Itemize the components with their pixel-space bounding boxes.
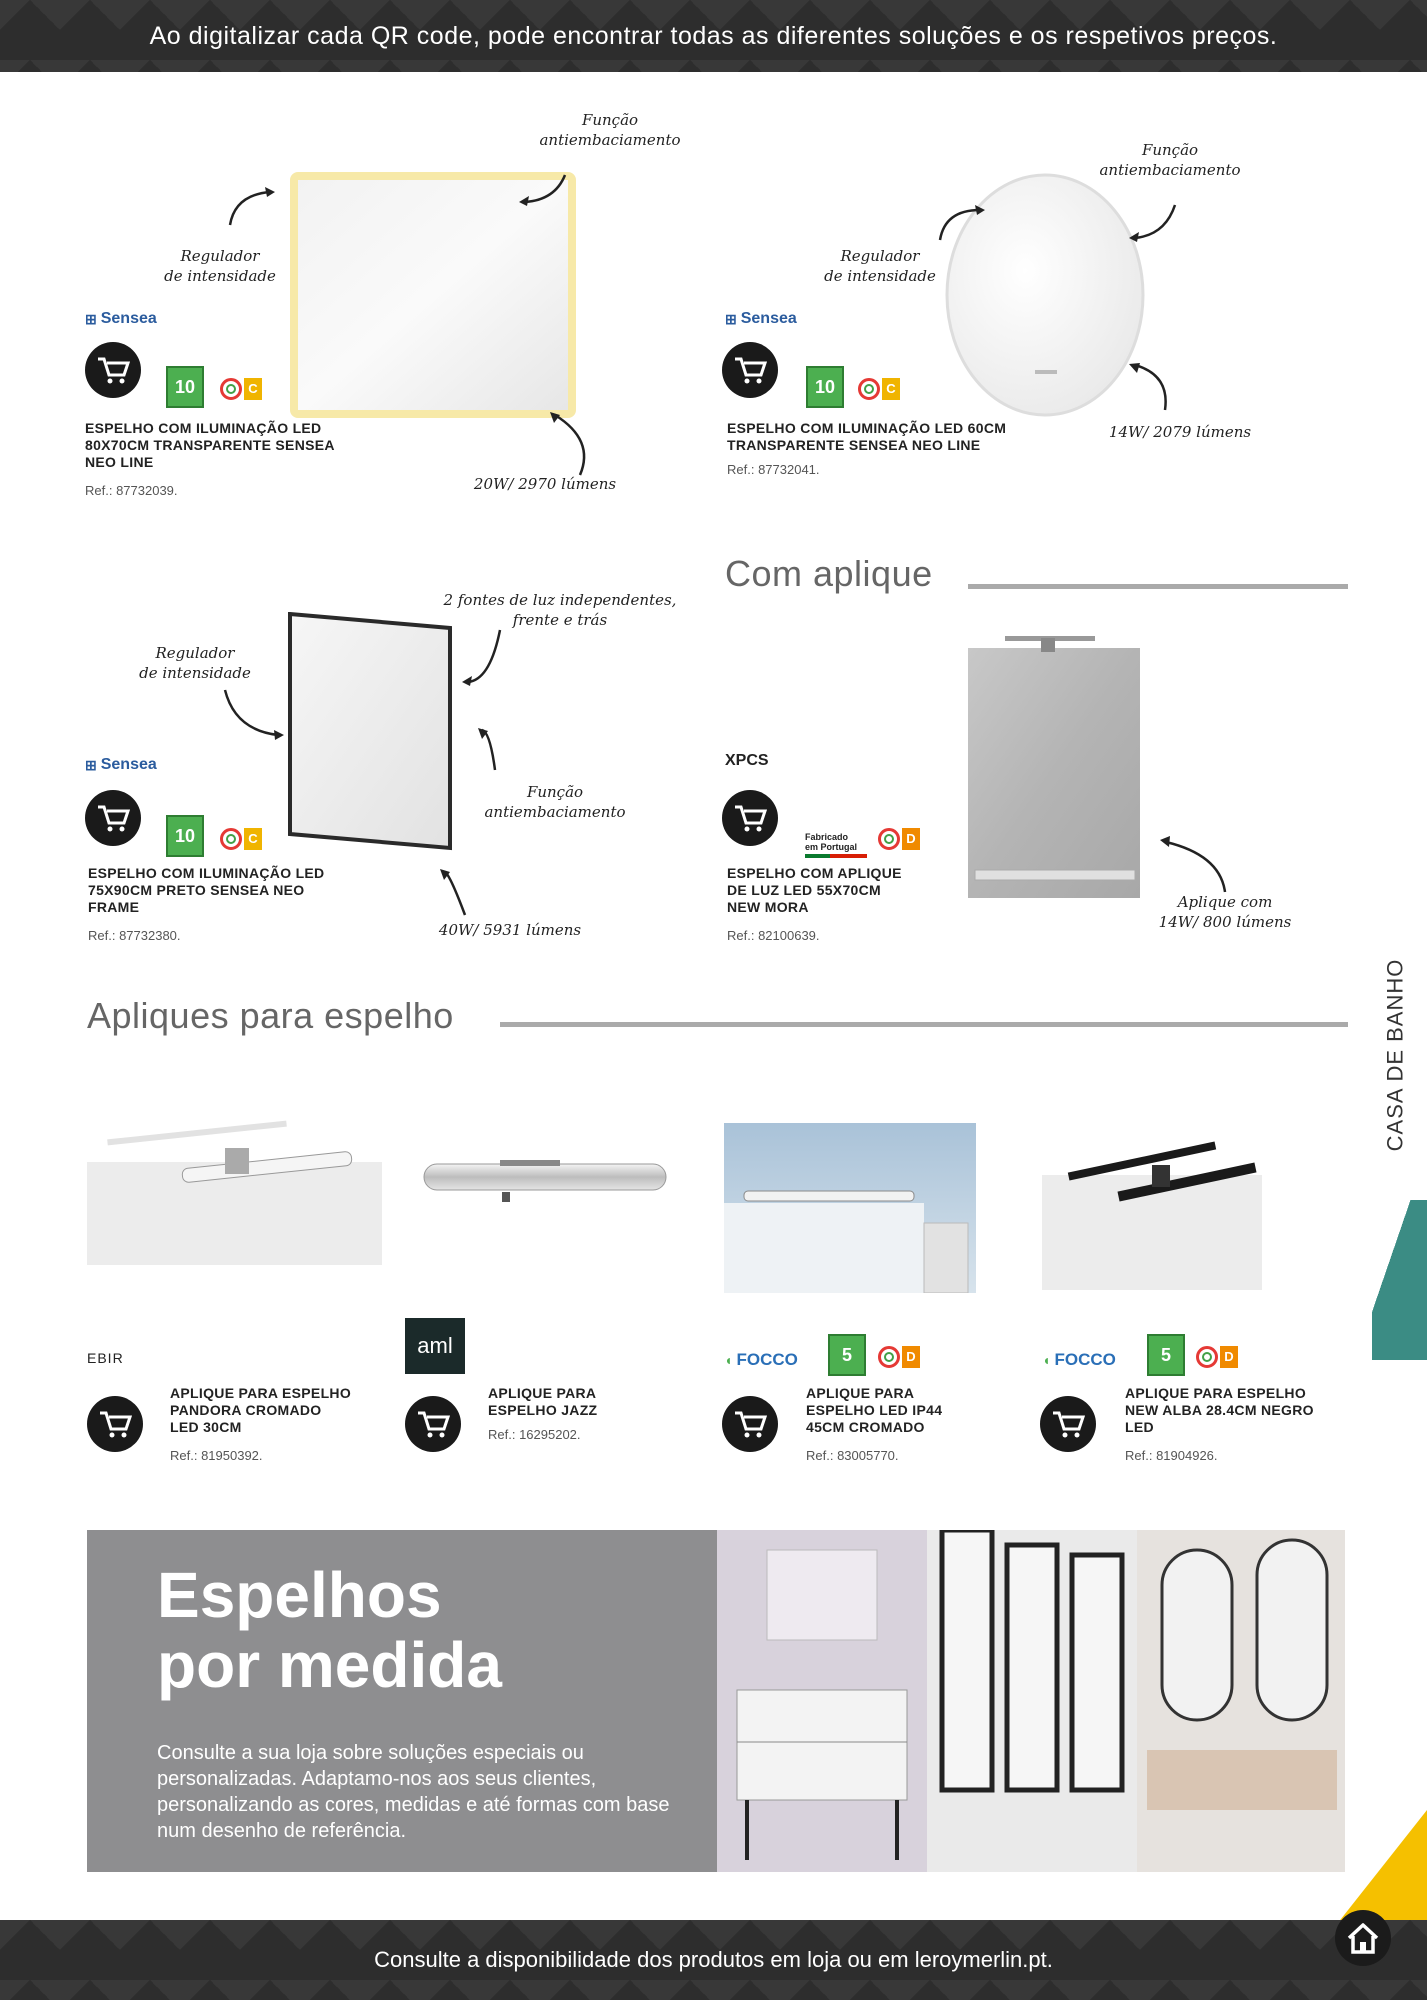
brand-logo-aml: aml xyxy=(405,1318,465,1374)
product-image-aplique-new-alba xyxy=(1042,1125,1262,1290)
product-name: ESPELHO COM ILUMINAÇÃO LED 60CM TRANSPARENTE SENSEA NEO LINE xyxy=(727,420,1007,453)
energy-ring-icon xyxy=(220,378,242,400)
portugal-flag-icon xyxy=(805,854,867,858)
banner-text-panel xyxy=(87,1530,717,1872)
add-to-cart-button[interactable] xyxy=(722,790,778,846)
product-image-mirror-with-wall-light xyxy=(965,630,1145,900)
brand-logo-focco: ◖ FOCCO xyxy=(1042,1350,1116,1369)
cart-icon xyxy=(733,803,767,833)
energy-ring-icon xyxy=(1196,1346,1218,1368)
section-divider xyxy=(500,1022,1348,1027)
feature-note-dimmer: Regulador de intensidade xyxy=(164,247,276,285)
cart-icon xyxy=(416,1409,450,1439)
add-to-cart-button[interactable] xyxy=(85,342,141,398)
energy-label: C xyxy=(220,378,262,400)
feature-note-antifog: Função antiembaciamento xyxy=(484,783,626,821)
brand-logo-sensea: ⊞ Sensea xyxy=(725,310,797,327)
product-name: ESPELHO COM ILUMINAÇÃO LED 80X70CM TRANSPARENTE SENSEA NEO LINE xyxy=(85,420,335,470)
feature-note-power: 20W/ 2970 lúmens xyxy=(473,475,617,493)
brand-logo-ebir: EBIR xyxy=(87,1350,124,1366)
energy-label: D xyxy=(878,1346,920,1368)
product-ref: Ref.: 81950392. xyxy=(170,1448,263,1463)
product-ref: Ref.: 83005770. xyxy=(806,1448,899,1463)
energy-label: C xyxy=(220,828,262,850)
feature-note-dimmer: Regulador de intensidade xyxy=(824,247,936,285)
warranty-badge: 5 xyxy=(1147,1334,1185,1376)
product-ref: Ref.: 87732039. xyxy=(85,483,178,498)
add-to-cart-button[interactable] xyxy=(722,1396,778,1452)
brand-logo-focco: ◖ FOCCO xyxy=(724,1350,798,1369)
energy-ring-icon xyxy=(878,1346,900,1368)
product-name: ESPELHO COM ILUMINAÇÃO LED 75X90CM PRETO SENSEA NEO FRAME xyxy=(88,865,325,915)
energy-ring-icon xyxy=(878,828,900,850)
energy-ring-icon xyxy=(858,378,880,400)
product-ref: Ref.: 87732380. xyxy=(88,928,181,943)
section-heading-com-aplique: Com aplique xyxy=(725,553,933,594)
energy-ring-icon xyxy=(220,828,242,850)
home-icon xyxy=(1345,1921,1381,1955)
warranty-badge: 10 xyxy=(806,366,844,408)
feature-note-power: 40W/ 5931 lúmens xyxy=(438,921,582,939)
product-name: APLIQUE PARA ESPELHO NEW ALBA 28.4CM NEGRO LED xyxy=(1125,1385,1314,1435)
cart-icon xyxy=(96,803,130,833)
feature-note-dimmer: Regulador de intensidade xyxy=(139,644,251,682)
top-banner xyxy=(0,0,1427,72)
feature-note-dual-light: 2 fontes de luz independentes, frente e trás xyxy=(443,591,677,629)
cart-icon xyxy=(96,355,130,385)
feature-note-light: Aplique com 14W/ 800 lúmens xyxy=(1158,893,1292,931)
warranty-badge: 10 xyxy=(166,815,204,857)
made-in-portugal-badge: Fabricado em Portugal xyxy=(805,822,867,868)
cart-icon xyxy=(1051,1409,1085,1439)
product-ref: Ref.: 81904926. xyxy=(1125,1448,1218,1463)
product-ref: Ref.: 16295202. xyxy=(488,1427,581,1442)
top-banner-text: Ao digitalizar cada QR code, pode encontrar todas as diferentes soluções e os respetivos preços. xyxy=(149,21,1278,50)
brand-logo-xpcs: XPCS xyxy=(725,752,769,769)
brand-logo-sensea: ⊞ Sensea xyxy=(85,310,157,327)
section-heading-apliques: Apliques para espelho xyxy=(87,995,454,1036)
feature-note-antifog: Função antiembaciamento xyxy=(1099,141,1241,179)
bottom-banner xyxy=(0,1920,1427,2000)
cart-icon xyxy=(98,1409,132,1439)
product-image-aplique-pandora xyxy=(87,1110,382,1265)
banner-bathroom-photos xyxy=(717,1530,1345,1872)
add-to-cart-button[interactable] xyxy=(1040,1396,1096,1452)
energy-label: D xyxy=(878,828,920,850)
banner-title: Espelhos por medida xyxy=(157,1559,502,1701)
custom-mirrors-banner xyxy=(87,1530,1345,1872)
arrow-icons xyxy=(900,160,1230,460)
product-ref: Ref.: 87732041. xyxy=(727,462,820,477)
product-name: ESPELHO COM APLIQUE DE LUZ LED 55X70CM NEW MORA xyxy=(727,865,902,915)
cart-icon xyxy=(733,1409,767,1439)
add-to-cart-button[interactable] xyxy=(87,1396,143,1452)
home-button[interactable] xyxy=(1335,1910,1391,1966)
brand-logo-sensea: ⊞ Sensea xyxy=(85,756,157,773)
section-divider xyxy=(968,584,1348,589)
add-to-cart-button[interactable] xyxy=(722,342,778,398)
cart-icon xyxy=(733,355,767,385)
bottom-banner-text: Consulte a disponibilidade dos produtos em loja ou em leroymerlin.pt. xyxy=(374,1947,1053,1972)
product-name: APLIQUE PARA ESPELHO LED IP44 45CM CROMADO xyxy=(806,1385,943,1435)
feature-note-antifog: Função antiembaciamento xyxy=(539,111,681,149)
arrow-icon xyxy=(1150,830,1250,900)
product-image-aplique-led-ip44 xyxy=(724,1123,976,1293)
warranty-badge: 5 xyxy=(828,1334,866,1376)
add-to-cart-button[interactable] xyxy=(85,790,141,846)
product-name: APLIQUE PARA ESPELHO JAZZ xyxy=(488,1385,598,1418)
product-image-aplique-jazz xyxy=(420,1150,670,1220)
banner-description: Consulte a sua loja sobre soluções especiais ou personalizadas. Adaptamo-nos aos seus clientes, personalizando as cores, medidas e até formas com base num desenho de referência. xyxy=(157,1742,670,1842)
product-ref: Ref.: 82100639. xyxy=(727,928,820,943)
add-to-cart-button[interactable] xyxy=(405,1396,461,1452)
warranty-badge: 10 xyxy=(166,366,204,408)
section-side-label: CASA DE BANHO xyxy=(1382,958,1407,1152)
energy-label: C xyxy=(858,378,900,400)
section-tab-marker xyxy=(1372,1200,1427,1360)
product-name: APLIQUE PARA ESPELHO PANDORA CROMADO LED 30CM xyxy=(170,1385,352,1435)
feature-note-power: 14W/ 2079 lúmens xyxy=(1108,423,1252,441)
energy-label: D xyxy=(1196,1346,1238,1368)
